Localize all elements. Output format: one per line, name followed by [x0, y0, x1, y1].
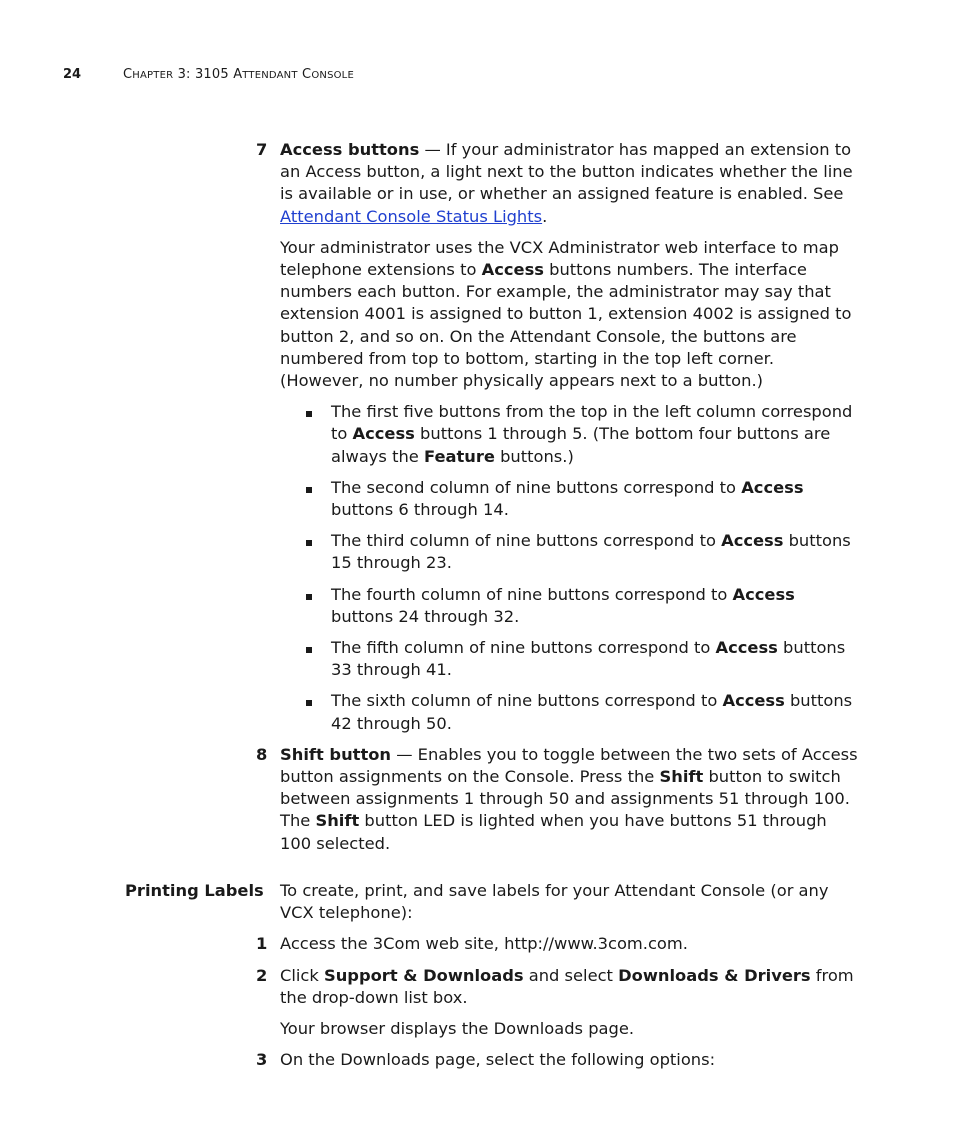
item-number: 8 — [256, 744, 268, 764]
page-header — [63, 67, 354, 82]
item-7 — [256, 139, 860, 855]
bullet-icon — [306, 540, 312, 546]
bullet-icon — [306, 411, 312, 417]
step-2-result: Your browser displays the Downloads page. — [280, 1019, 635, 1039]
list-item: The third column of nine buttons correspond to Access buttons 15 through 23. — [280, 530, 860, 574]
item-7-paragraph: Your administrator uses the VCX Administrator web interface to map telephone extensions to Access buttons numbers. The interface numbers each button. For example, the administrator may say that extension 4001 is assigned to button 1, extension 4002 is assigned to button 2, and so on. On the Attendant Console, the buttons are numbered from top to bottom, starting in the top left corner. (However, no number physically appears next to a button.) — [280, 237, 852, 391]
item-number: 7 — [256, 140, 268, 159]
status-lights-link[interactable]: Attendant Console Status Lights — [280, 206, 543, 226]
list-item: The sixth column of nine buttons correspond to Access buttons 42 through 50. — [280, 690, 860, 734]
page-number: 24 — [63, 67, 82, 82]
step-2: 2 Click Support & Downloads and select Downloads & Drivers from the drop-down list box. — [256, 965, 854, 1007]
step-1: 1 Access the 3Com web site, http://www.3com.com. — [256, 934, 688, 954]
printing-labels-section — [256, 880, 860, 1071]
section-heading: Printing Labels — [125, 881, 264, 900]
list-item: The first five buttons from the top in the left column correspond to Access buttons 1 through 5. (The bottom four buttons are always the Feature buttons.) — [280, 401, 860, 468]
item-7-text: Access buttons — If your administrator has mapped an extension to an Access button, a light next to the button indicates whether the line is available or in use, or whether an assigned feature is enabled. See Attendant Console Status Lights. — [280, 140, 853, 226]
list-item: The fourth column of nine buttons correspond to Access buttons 24 through 32. — [280, 584, 860, 628]
item-8: 8 Shift button — Enables you to toggle between the two sets of Access button assignments on the Console. Press the Shift button to switch between assignments 1 through 50 and assignments 51 through 100. The Shift button LED is lighted when you have buttons 51 through 100 selected. — [256, 744, 858, 853]
bullet-icon — [306, 700, 312, 706]
list-item: The second column of nine buttons correspond to Access buttons 6 through 14. — [280, 477, 860, 521]
bullet-icon — [306, 594, 312, 600]
bullet-icon — [306, 487, 312, 493]
bullet-icon — [306, 647, 312, 653]
chapter-title: CHAPTER 3: 3105 ATTENDANT CONSOLE — [123, 67, 354, 82]
step-3: 3 On the Downloads page, select the following options: — [256, 1050, 716, 1070]
section-intro: To create, print, and save labels for your Attendant Console (or any VCX telephone): — [280, 881, 829, 923]
list-item: The fifth column of nine buttons correspond to Access buttons 33 through 41. — [280, 637, 860, 681]
